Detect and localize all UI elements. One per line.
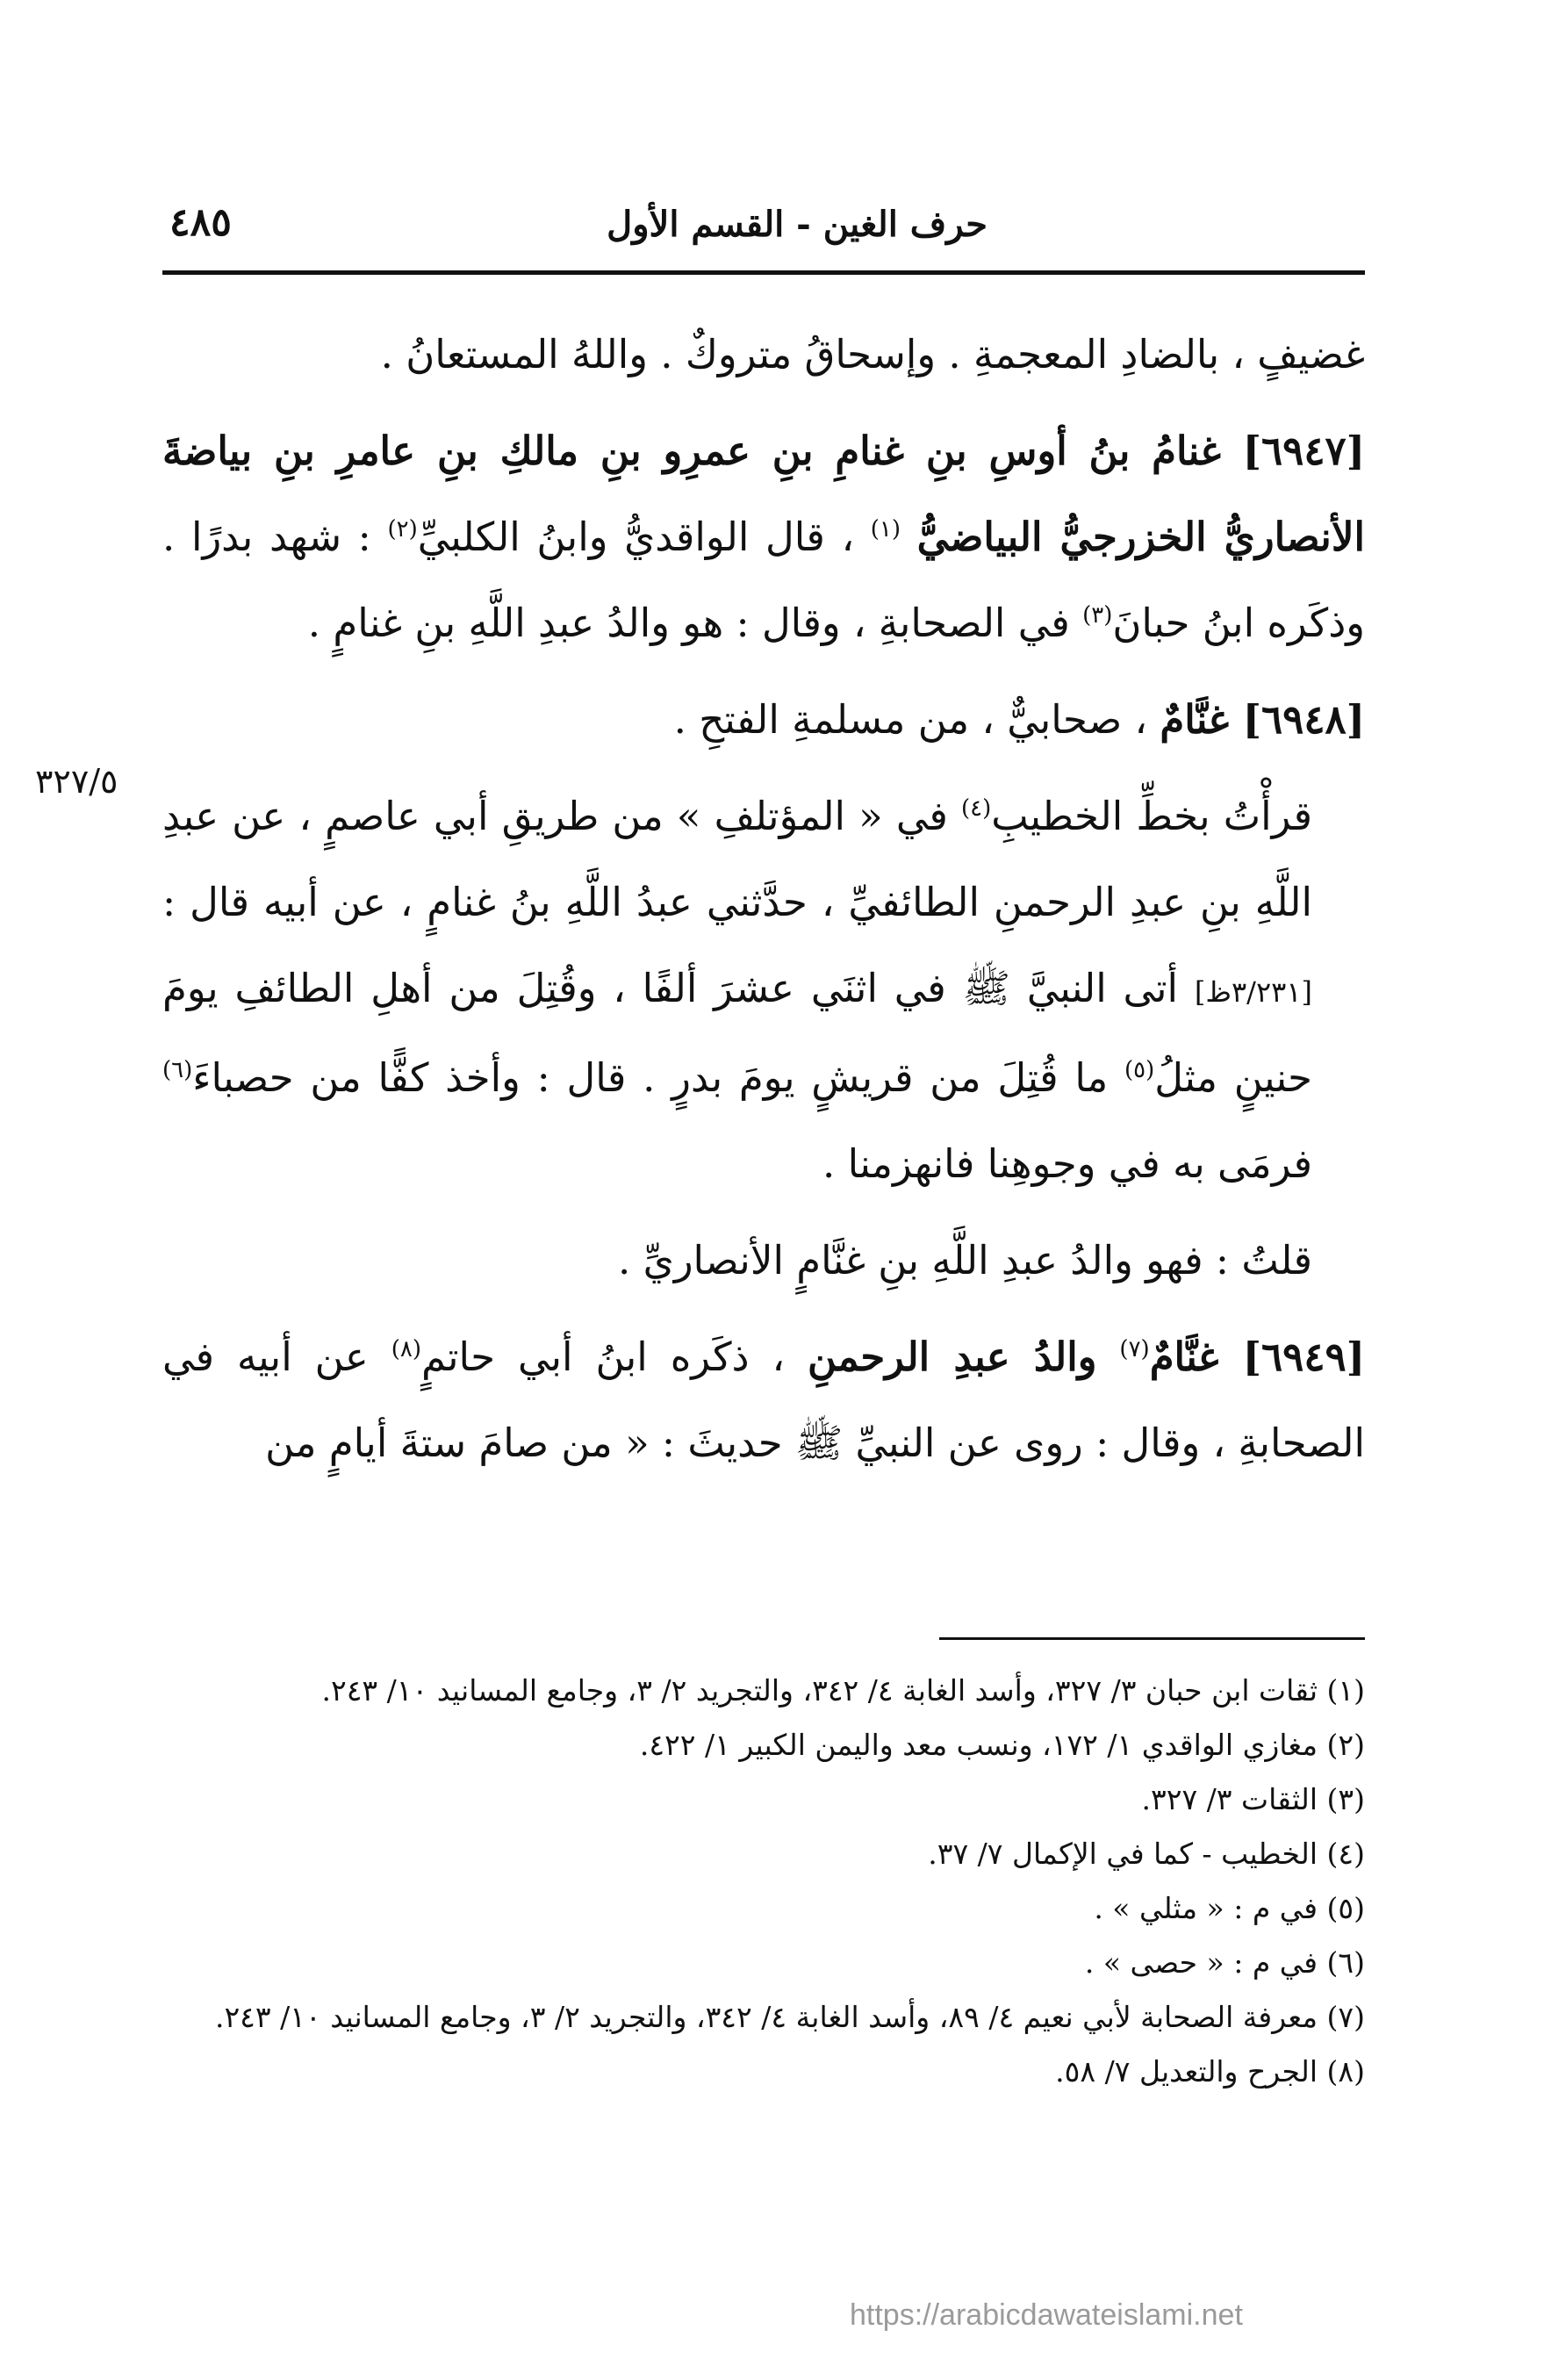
footnote-ref-1: (١) — [870, 516, 901, 543]
footnote-1: (١) ثقات ابن حبان ٣/ ٣٢٧، وأسد الغابة ٤/ ٣٤٢، والتجريد ٢/ ٣، وجامع المسانيد ١٠/ ٢٤٣. — [321, 1673, 1365, 1708]
entry-6947-text-a: ، قال الواقديُّ وابنُ الكلبيِّ — [417, 514, 855, 560]
footnote-ref-4: (٤) — [961, 795, 992, 822]
footnote-ref-2: (٢) — [387, 516, 418, 543]
page-header — [162, 195, 1365, 256]
entry-6949-head: [٦٩٤٩] غنَّامٌ — [1149, 1334, 1365, 1380]
khatib-text-b: في « المؤتلفِ » من طريقِ أبي عاصمٍ ، عن عبدِ اللَّهِ بنِ عبدِ الرحمنِ الطائفيِّ ، حدَّثني عبدُ اللَّهِ بنُ غنامٍ ، عن أبيه قال : — [162, 793, 1312, 925]
paragraph-khatib — [162, 773, 1365, 1207]
footnote-ref-7: (٧) — [1119, 1336, 1150, 1363]
footnote-2: (٢) مغازي الواقدي ١/ ١٧٢، ونسب معد واليمن الكبير ١/ ٤٢٢. — [639, 1728, 1365, 1762]
footnote-rule — [939, 1637, 1365, 1640]
footnote-5: (٥) في م : « مثلي » . — [1094, 1891, 1365, 1925]
entry-6947-head: [٦٩٤٧] غنامُ بنُ أوسِ بنِ غنامِ بنِ عمرِو بنِ مالكِ بنِ عامرِ بنِ بياضةَ الأنصاريُّ الخزرجيُّ البياضيُّ — [162, 428, 1365, 560]
entry-6947-text-b: : شهد بدرًا . وذكَره ابنُ حبانَ — [162, 514, 1365, 646]
text-line-opening: غضيفٍ ، بالضادِ المعجمةِ . وإسحاقُ متروكٌ . واللهُ المستعانُ . — [380, 331, 1365, 377]
footnote-8: (٨) الجرح والتعديل ٧/ ٥٨. — [1055, 2054, 1365, 2089]
entry-6948-head: [٦٩٤٨] غنَّامٌ — [1160, 696, 1365, 743]
entry-6949-text-a: ، ذكَره ابنُ أبي حاتمٍ — [421, 1334, 786, 1380]
entry-6948 — [162, 677, 1365, 763]
entry-6948-text: ، صحابيٌّ ، من مسلمةِ الفتحِ . — [673, 696, 1148, 743]
paragraph-qultu: قلتُ : فهو والدُ عبدِ اللَّهِ بنِ غنَّامٍ الأنصاريِّ . — [618, 1237, 1312, 1283]
footnote-4: (٤) الخطيب - كما في الإكمال ٧/ ٣٧. — [928, 1837, 1365, 1871]
khatib-text-e: فرمَى به في وجوهِنا فانهزمنا . — [822, 1140, 1312, 1187]
footnote-ref-3: (٣) — [1082, 602, 1113, 629]
footnote-3: (٣) الثقات ٣/ ٣٢٧. — [1141, 1782, 1365, 1816]
running-title: حرف الغين - القسم الأول — [607, 204, 987, 245]
entry-6947 — [162, 408, 1365, 666]
footnote-6: (٦) في م : « حصى » . — [1084, 1945, 1365, 1980]
footnote-ref-8: (٨) — [391, 1336, 422, 1363]
page-number: ٤٨٥ — [169, 200, 232, 245]
footnotes — [162, 1664, 1365, 2099]
footnote-ref-6: (٦) — [162, 1057, 193, 1083]
header-rule — [162, 270, 1365, 275]
main-text — [162, 312, 1365, 1486]
entry-6949 — [162, 1314, 1365, 1486]
footnote-ref-5: (٥) — [1124, 1057, 1155, 1083]
entry-6949-text-b: عن أبيه في الصحابةِ ، وقال : روى عن النبيِّ ﷺ حديثَ : « من صامَ ستةَ أيامٍ من — [162, 1334, 1365, 1466]
khatib-text-a: قرأْتُ بخطِّ الخطيبِ — [991, 793, 1312, 839]
watermark-url: https://arabicdawateislami.net — [850, 2298, 1243, 2332]
footnote-7: (٧) معرفة الصحابة لأبي نعيم ٤/ ٨٩، وأسد الغابة ٤/ ٣٤٢، والتجريد ٢/ ٣، وجامع المسانيد ١٠/ ٢٤٣. — [214, 2000, 1365, 2034]
margin-note: ٣٢٧/٥ — [35, 762, 118, 801]
manuscript-page-ref: [٣/٢٣١ظ] — [1194, 975, 1312, 1009]
khatib-text-d: ما قُتِلَ من قريشٍ يومَ بدرٍ . قال : وأخذ كفًّا من حصباءَ — [192, 1054, 1109, 1101]
khatib-text-c: أتى النبيَّ ﷺ في اثنَي عشرَ ألفًا ، وقُتِلَ من أهلِ الطائفِ يومَ حنينٍ مثلُ — [162, 965, 1312, 1101]
entry-6947-text-c: في الصحابةِ ، وقال : هو والدُ عبدِ اللَّهِ بنِ غنامٍ . — [307, 600, 1070, 646]
entry-6949-head-b: والدُ عبدِ الرحمنِ — [808, 1334, 1097, 1380]
